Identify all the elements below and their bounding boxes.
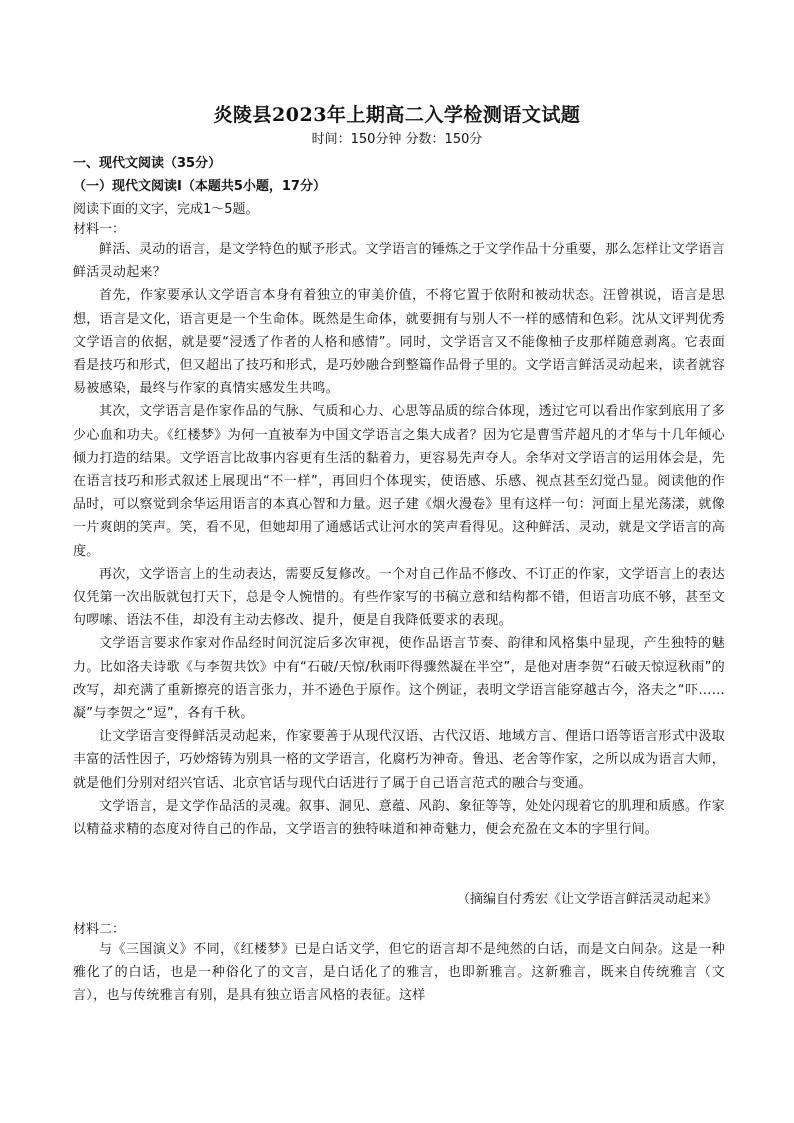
paragraph: 再次，文学语言上的生动表达，需要反复修改。一个对自己作品不修改、不订正的作家，文学语言上的表达仅凭第一次出版就包打天下，总是令人惋惜的。有些作家写的书稿立意和结构都不错，但语言功底不够，甚至文句啰嗦、语法不佳，却没有主动去修改、提升，便是自我降低要求的表现。 xyxy=(73,566,725,629)
material-two-label: 材料二： xyxy=(73,922,126,937)
material-two-body xyxy=(73,938,725,1008)
section-subheading: （一）现代文阅读Ⅰ（本题共5小题，17分） xyxy=(73,179,326,194)
paragraph: 文学语言要求作家对作品经时间沉淀后多次审视，使作品语言节奏、韵律和风格集中显现，产生独特的魅力。比如洛夫诗歌《与李贺共饮》中有“石破/天惊/秋雨吓得骤然凝在半空”，是他对唐李贺“石破天惊逗秋雨”的改写，却充满了重新擦亮的语言张力，并不逊色于原作。这个例证，表明文学语言能穿越古今，洛夫之“吓……凝”与李贺之“逗”，各有千秋。 xyxy=(73,636,725,722)
material-one-body xyxy=(73,238,725,841)
paragraph: 与《三国演义》不同，《红楼梦》已是白话文学，但它的语言却不是纯然的白话，而是文白间杂。这是一种雅化了的白话，也是一种俗化了的文言，是白话化了的雅言，也即新雅言。这新雅言，既来自传统雅言（文言），也与传统雅言有别，是具有独立语言风格的表征。这样 xyxy=(73,942,725,1004)
reading-instruction: 阅读下面的文字，完成1～5题。 xyxy=(73,202,259,217)
exam-time-score: 时间：150分钟 分数：150分 xyxy=(311,132,483,147)
paragraph: 其次，文学语言是作家作品的气脉、气质和心力、心思等品质的综合体现，透过它可以看出作家到底用了多少心血和功夫。《红楼梦》为何一直被奉为中国文学语言之集大成者？因为它是曹雪芹超凡的才华与十几年倾心倾力打造的结果。文学语言比故事内容更有生活的黏着力，更容易先声夺人。余华对文学语言的运用体会是，先在语言技巧和形式叙述上展现出“不一样”，再回归个体现实，使语感、乐感、视点甚至幻觉凸显。阅读他的作品时，可以察觉到余华运用语言的本真心智和力量。迟子建《烟火漫卷》里有这样一句：河面上星光荡漾，就像一片爽朗的笑声。笑，看不见，但她却用了通感话式让河水的笑声看得见。这种鲜活、灵动，就是文学语言的高度。 xyxy=(73,404,725,559)
paragraph: 文学语言，是文学作品活的灵魂。叙事、洞见、意蕴、风韵、象征等等，处处闪现着它的肌理和质感。作家以精益求精的态度对待自己的作品，文学语言的独特味道和神奇魅力，便会充盈在文本的字里行间。 xyxy=(73,798,725,838)
paragraph: 首先，作家要承认文学语言本身有着独立的审美价值，不将它置于依附和被动状态。汪曾祺说，语言是思想，语言是文化，语言更是一个生命体。既然是生命体，就要拥有与别人不一样的感情和色彩。沈从文评判优秀文学语言的依据，就是要“浸透了作者的人格和感情”。同时，文学语言又不能像柚子皮那样随意剥离。它表面看是技巧和形式，但又超出了技巧和形式，是巧妙融合到整篇作品骨子里的。文学语言鲜活灵动起来，读者就容易被感染，最终与作家的真情实感发生共鸣。 xyxy=(73,288,725,397)
paragraph: 让文学语言变得鲜活灵动起来，作家要善于从现代汉语、古代汉语、地域方言、俚语口语等语言形式中汲取丰富的活性因子，巧妙熔铸为别具一格的文学语言，化腐朽为神奇。鲁迅、老舍等作家，之所以成为语言大师，就是他们分别对绍兴官话、北京官话与现代白话进行了属于自己语言范式的融合与变通。 xyxy=(73,729,725,791)
material-one-label: 材料一： xyxy=(73,222,126,237)
section-heading: 一、现代文阅读（35分） xyxy=(73,156,222,171)
exam-title: 炎陵县2023年上期高二入学检测语文试题 xyxy=(213,104,581,126)
paragraph: 鲜活、灵动的语言，是文学特色的赋予形式。文学语言的锤炼之于文学作品十分重要，那么怎样让文学语言鲜活灵动起来？ xyxy=(73,242,725,281)
material-one-source: （摘编自付秀宏《让文学语言鲜活灵动起来》 xyxy=(456,892,717,907)
